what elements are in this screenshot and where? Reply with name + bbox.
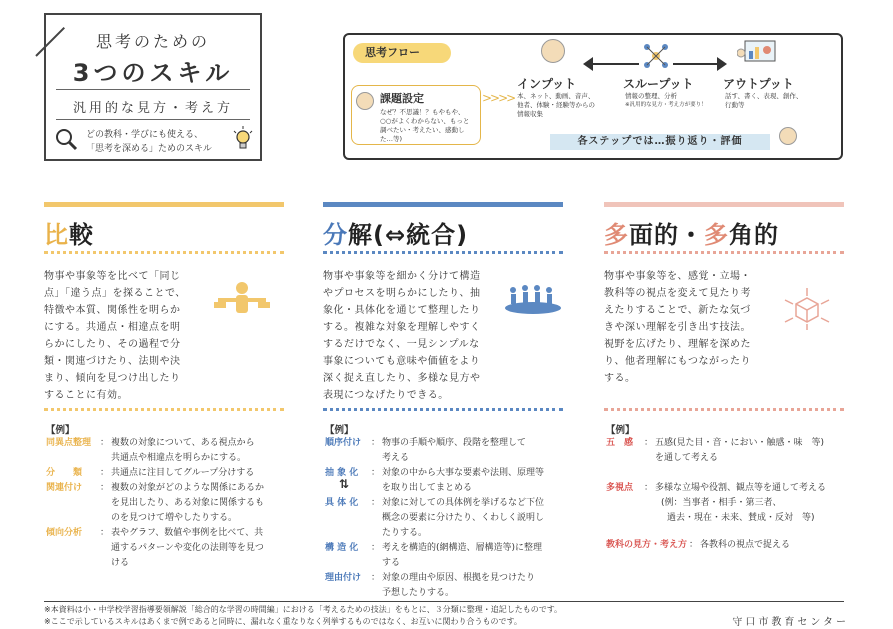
- body-line: 深く捉え直したり、多様な見方や: [323, 373, 481, 384]
- example-line: 共通点や相違点を明らかにする。: [111, 453, 247, 463]
- example-key: 五 感: [606, 438, 634, 448]
- column-accent-bar: [604, 202, 844, 207]
- network-icon: [643, 43, 669, 69]
- example-value: [382, 541, 565, 571]
- example-label: 【例】: [325, 425, 354, 436]
- example-row: 傾向分析 ： 表やグラフ、数値や事例を比べて、共 通するパターンや変化の法則等を見つ ける: [46, 526, 286, 571]
- swap-arrows-icon: ⇅: [339, 477, 350, 491]
- example-line: ける: [111, 558, 130, 568]
- example-line: 共通点に注目してグループ分けする: [111, 468, 255, 478]
- example-line: (例：当事者・相手・第三者、: [661, 498, 782, 508]
- dotted-divider: [604, 251, 844, 254]
- step-input-title: インプット: [517, 77, 577, 91]
- title-rest: 解(⇔統合): [348, 221, 469, 249]
- example-line: を取り出してまとめる: [382, 483, 473, 493]
- arrow-line: [591, 63, 639, 65]
- dotted-divider: [604, 408, 844, 411]
- example-line: 過去・現在・未来、賛成・反対 等): [667, 513, 815, 523]
- example-line: 表やグラフ、数値や事例を比べて、共: [111, 528, 264, 538]
- column-title: [604, 215, 844, 247]
- title-note-line: 「思考を深める」ためのスキル: [86, 144, 212, 154]
- body-line: 物事や事象等を細かく分けて構造: [323, 271, 481, 282]
- body-line: 物事や事象等を、感覚・立場・: [604, 271, 751, 282]
- body-line: 表現につなげたりできる。: [323, 390, 449, 401]
- example-value: [111, 466, 286, 481]
- example-line: たりする。: [382, 528, 428, 538]
- example-label: 【例】: [46, 425, 75, 436]
- step-text-line: 行動等: [725, 101, 745, 109]
- scale-people-icon: [212, 280, 272, 320]
- example-value: [382, 571, 565, 601]
- example-key: 具 体 化: [325, 498, 359, 508]
- magnifier-icon: [54, 127, 78, 151]
- column-body: [604, 268, 776, 387]
- dotted-divider: [44, 408, 284, 411]
- review-bar: 各ステップでは…振り返り・評価: [550, 134, 770, 150]
- title-rest: 較: [69, 221, 94, 249]
- flow-tag: 思考フロー: [353, 43, 451, 63]
- body-line: する。: [604, 373, 636, 384]
- title-line1: 思考のための: [95, 32, 210, 51]
- example-key: 分 類: [46, 468, 83, 478]
- example-key: 教科の見方・考え方: [606, 540, 688, 550]
- example-line: を見出したり、ある対象に関係するも: [111, 498, 265, 508]
- body-line: にする。共通点・相違点を明: [44, 322, 181, 333]
- column-comparison: [44, 202, 284, 568]
- person-icon: [356, 92, 374, 110]
- body-line: 視野を広げたり、理解を深めた: [604, 339, 751, 350]
- title-accent-char: 多: [704, 221, 729, 249]
- example-row: 関連付け ： 複数の対象がどのような関係にあるか を見出したり、ある対象に関係するも のを見つけて増やしたりする。: [46, 481, 286, 526]
- body-line: する。複雑な対象を理解しやすく: [323, 322, 481, 333]
- title-accent-char: 比: [44, 221, 69, 249]
- step-throughput-title: スループット: [623, 77, 694, 91]
- example-row: 五 感 ： 五感(見た目・音・におい・触感・味 等) を通して考える: [606, 436, 848, 466]
- example-value: [655, 436, 848, 466]
- step-text-line: 話す、書く、表現、創作、: [725, 92, 803, 100]
- people-on-platform-icon: [503, 280, 563, 316]
- body-line: まり、傾向を見つけ出したり: [44, 373, 181, 384]
- example-value: [382, 466, 565, 496]
- dotted-divider: [44, 251, 284, 254]
- body-line: 象化・具体化を通じて整理したり: [323, 305, 481, 316]
- example-label: 【例】: [606, 425, 635, 436]
- example-row: 同異点整理 ： 複数の対象について、ある視点から 共通点や相違点を明らかにする。: [46, 436, 286, 466]
- example-row: 順序付け ： 物事の手順や順序、段階を整理して 考える: [325, 436, 565, 466]
- body-line: 類・関連づけたり、法則や決: [44, 356, 181, 367]
- task-setting-text: なぜ？不思議！？もやもや、○○がよくわからない、もっと調べたい・考えたい、感動した…等): [380, 108, 470, 143]
- task-setting-box: [351, 85, 481, 145]
- example-line: 通するパターンや変化の法則等を見つ: [111, 543, 264, 553]
- example-key: 順序付け: [325, 438, 362, 448]
- body-line: 物事や事象等を比べて「同じ: [44, 271, 181, 282]
- example-row: 具 体 化 ： 対象に対しての具体例を挙げるなど下位 概念の要素に分けたり、くわしく説明し たりする。: [325, 496, 565, 541]
- body-line: えたりすることで、新たな気づ: [604, 305, 751, 316]
- body-line: やプロセスを明らかにしたり、抽: [323, 288, 481, 299]
- example-value: [111, 436, 286, 466]
- title-note: [86, 128, 212, 156]
- example-row: 抽 象 化 ： 対象の中から大事な要素や法則、原理等 を取り出してまとめる: [325, 466, 565, 496]
- title-rest: 角的: [729, 221, 779, 249]
- example-line: する: [382, 558, 401, 568]
- example-row: 理由付け ： 対象の理由や原因、根拠を見つけたり 予想したりする。: [325, 571, 565, 601]
- body-line: 教科等の視点を変えて見たり考: [604, 288, 751, 299]
- body-line: きや深い理解を引き出す技法。: [604, 322, 751, 333]
- column-body: [44, 268, 204, 404]
- step-text-line: 情報収集: [517, 110, 543, 118]
- example-key: 多視点: [606, 483, 634, 493]
- presentation-board-icon: [737, 39, 777, 67]
- step-text-line: 他者、体験・経験等からの: [517, 101, 595, 109]
- example-line: 各教科の視点で捉える: [700, 540, 791, 550]
- step-text-line: 本、ネット、動画、音声、: [517, 92, 595, 100]
- example-line: 対象に対しての具体例を挙げるなど下位: [382, 498, 545, 508]
- title-divider: [56, 89, 250, 90]
- column-decomposition: [323, 202, 563, 598]
- title-accent-char: 多: [604, 221, 629, 249]
- title-note-line: どの教科・学びにも使える、: [86, 130, 204, 140]
- step-text-line: ※汎用的な見方・考え方が要り！: [625, 102, 707, 108]
- organization-name: 守口市教育センター: [732, 617, 849, 628]
- body-line: 事象についても意味や価値をより: [323, 356, 481, 367]
- example-line: 物事の手順や順序、段階を整理して: [382, 438, 527, 448]
- dotted-divider: [323, 251, 563, 254]
- thinking-flow-panel: [343, 33, 843, 160]
- example-key: 傾向分析: [46, 528, 83, 538]
- example-key: 抽 象 化: [325, 468, 359, 478]
- example-line: 考える: [382, 453, 410, 463]
- example-line: のを見つけて増やしたりする。: [111, 513, 238, 523]
- dotted-divider: [323, 408, 563, 411]
- example-value: [655, 481, 848, 526]
- column-multifaceted: [604, 202, 844, 550]
- example-value: [111, 481, 286, 526]
- example-row: 構 造 化 ： 考えを構造的(網構造、層構造等)に整理 する: [325, 541, 565, 571]
- example-key: 構 造 化: [325, 543, 359, 553]
- example-line: 複数の対象がどのような関係にあるか: [111, 483, 265, 493]
- example-line: 複数の対象について、ある視点から: [111, 438, 255, 448]
- example-value: [382, 496, 565, 541]
- body-line: 点」「違う点」を探ることで、: [44, 288, 186, 299]
- title-divider: [56, 119, 250, 120]
- example-line: 概念の要素に分けたり、くわしく説明し: [382, 513, 545, 523]
- arrow-line: [673, 63, 719, 65]
- arrow-right-icon: [717, 57, 727, 71]
- example-line: 五感(見た目・音・におい・触感・味 等): [655, 438, 825, 448]
- step-throughput-text: [625, 92, 707, 110]
- reviewer-person-icon: [779, 127, 797, 145]
- title-rest: 面的・: [629, 221, 704, 249]
- example-value: [111, 526, 286, 571]
- example-line: 多様な立場や役割、観点等を通して考える: [655, 483, 827, 493]
- lightbulb-icon: [232, 125, 254, 153]
- example-row: 教科の見方・考え方 ： 各教科の視点で捉える: [606, 538, 848, 553]
- body-line: 特徴や本質、関係性を明らか: [44, 305, 181, 316]
- task-setting-title: 課題設定: [380, 92, 424, 105]
- title-accent-char: 分: [323, 221, 348, 249]
- body-line: することに有効。: [44, 390, 128, 401]
- column-title: [44, 215, 284, 247]
- example-line: 考えを構造的(網構造、層構造等)に整理: [382, 543, 543, 553]
- body-line: り、他者理解にもつながったり: [604, 356, 751, 367]
- footer-divider: [44, 601, 844, 602]
- example-line: 対象の中から大事な要素や法則、原理等: [382, 468, 545, 478]
- step-input-text: [517, 92, 595, 119]
- example-value: [700, 538, 848, 553]
- example-value: [382, 436, 565, 466]
- input-person-icon: [541, 39, 565, 63]
- column-body: [323, 268, 499, 404]
- example-line: 予想したりする。: [382, 588, 455, 598]
- example-key: 同異点整理: [46, 438, 92, 448]
- example-line: を通して考える: [655, 453, 719, 463]
- body-line: するだけでなく、一見シンプルな: [323, 339, 480, 350]
- column-accent-bar: [44, 202, 284, 207]
- footer-note: ※本資料は小・中学校学習指導要領解説「総合的な学習の時間編」における「考えるための技法」をもとに、３分類に整理・追記したものです。: [44, 605, 563, 614]
- page-title: 3つのスキル: [72, 59, 234, 87]
- example-key: 関連付け: [46, 483, 83, 493]
- step-output-text: [725, 92, 802, 110]
- step-text-line: 情報の整理、分析: [625, 92, 677, 100]
- footer-note: ※ここで示しているスキルはあくまで例であると同時に、漏れなく重なりなく列挙するものではなく、お互いに関わり合うものです。: [44, 617, 522, 626]
- cube-arrows-icon: [782, 286, 832, 332]
- body-line: らかにしたり、その過程で分: [44, 339, 181, 350]
- example-row: 多視点 ： 多様な立場や役割、観点等を通して考える (例：当事者・相手・第三者、 過去・現在・未来、賛成・反対 等): [606, 481, 848, 526]
- title-subtitle: 汎用的な見方・考え方: [72, 101, 233, 116]
- step-output-title: アウトプット: [723, 77, 794, 91]
- title-card: [44, 13, 262, 161]
- example-line: 対象の理由や原因、根拠を見つけたり: [382, 573, 536, 583]
- chevrons-icon: >>>>: [482, 91, 515, 105]
- example-key: 理由付け: [325, 573, 362, 583]
- column-accent-bar: [323, 202, 563, 207]
- example-row: 分 類 ： 共通点に注目してグループ分けする: [46, 466, 286, 481]
- column-title: [323, 215, 563, 247]
